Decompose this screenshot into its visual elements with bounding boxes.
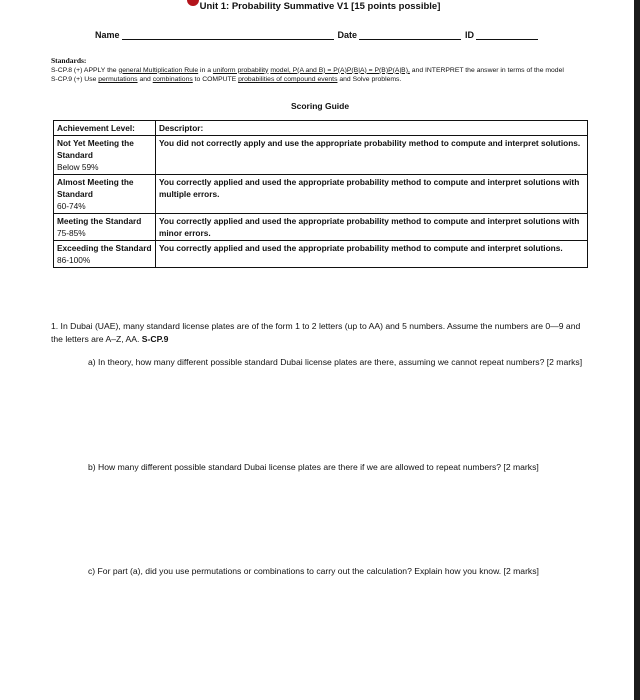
- table-header-row: [54, 121, 588, 136]
- standard-text: and INTERPRET the answer in terms of the model: [409, 66, 564, 74]
- name-field-line[interactable]: [122, 30, 334, 40]
- standards-heading: Standards:: [51, 56, 87, 65]
- question-1b: b) How many different possible standard Dubai license plates are there if we are allowed to repeat numbers? [2 marks]: [88, 462, 539, 472]
- question-1-standard-tag: S-CP.9: [141, 333, 169, 344]
- level-cell: [54, 214, 156, 241]
- table-header-cell: Achievement Level:: [54, 121, 156, 136]
- level-cell: [54, 136, 156, 175]
- standard-link: general Multiplication Rule: [118, 66, 199, 74]
- question-1-text: 1. In Dubai (UAE), many standard license plates are of the form 1 to 2 letters (up to AA) and 5 numbers. Assume the numbers are 0—9 and the letters are A–Z, AA.: [51, 321, 581, 344]
- standard-link: permutations: [98, 76, 138, 84]
- standard-text: in a: [198, 66, 213, 74]
- standard-link: uniform probability: [212, 66, 269, 74]
- standard-text: S-CP.8 (+) APPLY the: [51, 66, 119, 74]
- date-field-line[interactable]: [359, 30, 461, 40]
- date-label: Date: [337, 30, 358, 40]
- standards-block: [51, 56, 591, 85]
- level-range: Below 59%: [57, 162, 99, 172]
- name-label: Name: [95, 30, 120, 40]
- descriptor-cell: You correctly applied and used the appropriate probability method to compute and interpret solutions with minor errors.: [156, 214, 588, 241]
- descriptor-cell: You correctly applied and used the appropriate probability method to compute and interpret solutions.: [156, 241, 588, 268]
- level-name: Meeting the Standard: [57, 216, 142, 226]
- name-date-id-row: [95, 30, 538, 40]
- standard-text: and: [137, 76, 153, 84]
- level-range: 86-100%: [57, 255, 91, 265]
- standard-link: probabilities of compound events: [238, 76, 338, 84]
- level-cell: [54, 241, 156, 268]
- level-name: Almost Meeting the Standard: [57, 177, 134, 199]
- standard-scp8: [51, 66, 591, 76]
- level-range: 75-85%: [57, 228, 86, 238]
- scoring-guide-title: Scoring Guide: [290, 101, 350, 111]
- question-1a: a) In theory, how many different possible standard Dubai license plates are there, assuming we cannot repeat numbers? [2 marks]: [88, 357, 583, 367]
- level-name: Not Yet Meeting the Standard: [57, 138, 134, 160]
- standard-text: S-CP.9 (+) Use: [51, 76, 99, 84]
- table-row: [54, 214, 588, 241]
- table-header-cell: Descriptor:: [156, 121, 588, 136]
- standard-link: combinations: [152, 76, 193, 84]
- standard-text: and Solve problems.: [337, 76, 402, 84]
- standard-scp9: [51, 75, 591, 85]
- page-title: Unit 1: Probability Summative V1 [15 points possible]: [199, 1, 441, 12]
- standard-text: to COMPUTE: [192, 76, 239, 84]
- id-field-line[interactable]: [476, 30, 538, 40]
- descriptor-cell: You did not correctly apply and use the appropriate probability method to compute and interpret solutions.: [156, 136, 588, 175]
- question-1: [51, 320, 586, 345]
- level-name: Exceeding the Standard: [57, 243, 152, 253]
- table-row: [54, 241, 588, 268]
- descriptor-cell: You correctly applied and used the appropriate probability method to compute and interpret solutions with multiple errors.: [156, 175, 588, 214]
- table-row: [54, 175, 588, 214]
- level-cell: [54, 175, 156, 214]
- scoring-guide-table: [53, 120, 588, 268]
- level-range: 60-74%: [57, 201, 86, 211]
- standard-link: model, P(A and B) = P(A)P(B|A) = P(B)P(A|B),: [270, 66, 410, 74]
- table-row: [54, 136, 588, 175]
- question-1c: c) For part (a), did you use permutations or combinations to carry out the calculation? Explain how you know. [2 marks]: [88, 566, 539, 576]
- id-label: ID: [465, 30, 475, 40]
